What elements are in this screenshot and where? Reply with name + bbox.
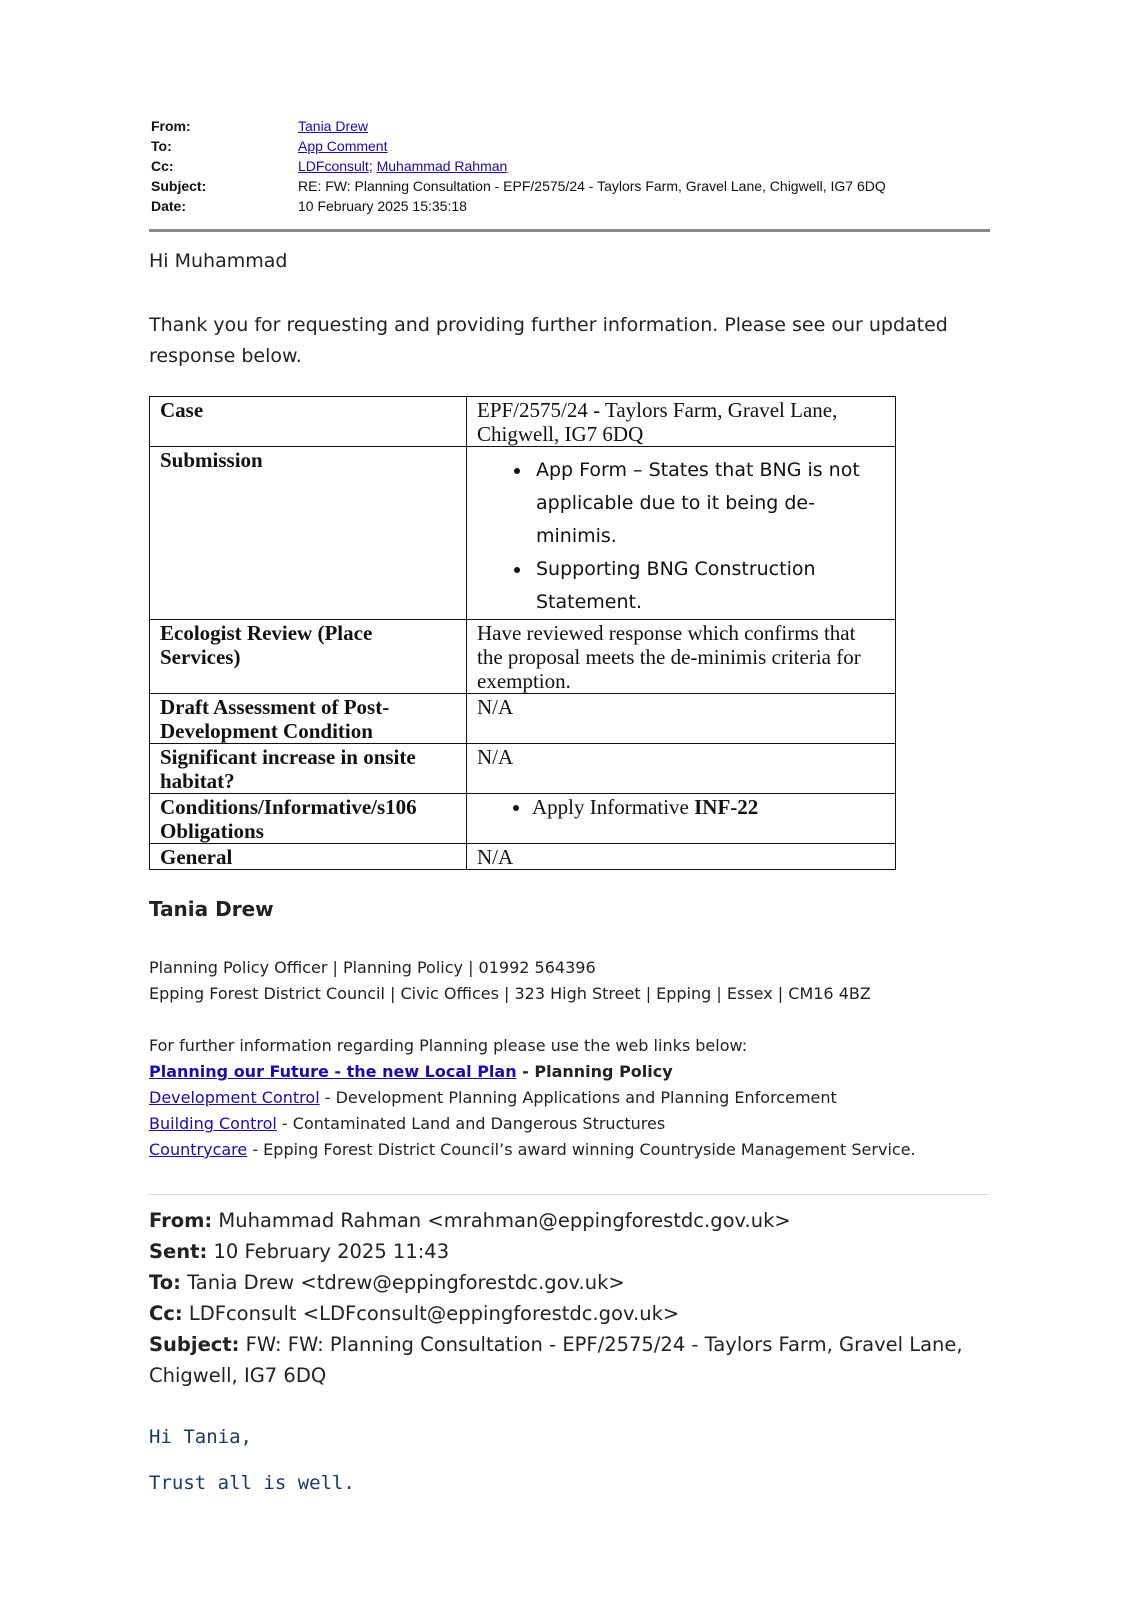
- fwd-to-row: [149, 1267, 969, 1298]
- submission-list: [477, 454, 885, 619]
- fwd-from-row: [149, 1205, 969, 1236]
- link-row-development-control: [149, 1088, 837, 1107]
- general-label: General: [150, 844, 467, 870]
- table-row: [150, 694, 896, 744]
- fwd-cc-value: LDFconsult <LDFconsult@eppingforestdc.gov.uk>: [182, 1302, 680, 1325]
- link-row-countrycare: [149, 1140, 916, 1159]
- to-link[interactable]: App Comment: [298, 138, 388, 154]
- header-from-row: [151, 116, 991, 136]
- development-control-link[interactable]: Development Control: [149, 1088, 320, 1107]
- general-value: N/A: [467, 844, 896, 870]
- header-date-row: [151, 196, 991, 216]
- links-intro: For further information regarding Planning please use the web links below:: [149, 1036, 748, 1055]
- cc-separator: ;: [368, 158, 377, 174]
- fwd-from-label: From:: [149, 1209, 213, 1232]
- from-label: From:: [151, 118, 191, 134]
- submission-item: • App Form – States that BNG is not applicable due to it being de-minimis.: [532, 454, 885, 553]
- conditions-cell: [467, 794, 896, 844]
- conditions-item: [532, 795, 885, 819]
- significant-value: N/A: [467, 744, 896, 794]
- fwd-cc-row: [149, 1298, 969, 1329]
- fwd-sent-row: [149, 1236, 969, 1267]
- ecologist-value: Have reviewed response which confirms that the proposal meets the de-minimis criteria for exemption.: [467, 620, 896, 694]
- fwd-to-label: To:: [149, 1271, 181, 1294]
- table-row: [150, 397, 896, 447]
- draft-value: N/A: [467, 694, 896, 744]
- signature-address: Epping Forest District Council | Civic Offices | 323 High Street | Epping | Essex | CM16 4BZ: [149, 984, 871, 1003]
- fwd-cc-label: Cc:: [149, 1302, 183, 1325]
- building-control-desc: - Contaminated Land and Dangerous Structures: [276, 1114, 666, 1133]
- conditions-list: [477, 795, 885, 819]
- building-control-link[interactable]: Building Control: [149, 1114, 277, 1133]
- fwd-subject-row: [149, 1329, 969, 1391]
- cc-link-muhammad[interactable]: Muhammad Rahman: [376, 158, 508, 174]
- fwd-to-value: Tania Drew <tdrew@eppingforestdc.gov.uk>: [180, 1271, 625, 1294]
- draft-label: Draft Assessment of Post-Development Condition: [150, 694, 467, 744]
- signature-role: Planning Policy Officer | Planning Policy | 01992 564396: [149, 958, 596, 977]
- forward-divider: [149, 1194, 989, 1195]
- conditions-code: INF-22: [694, 795, 759, 819]
- table-row: [150, 844, 896, 870]
- table-row: [150, 744, 896, 794]
- significant-label: Significant increase in onsite habitat?: [150, 744, 467, 794]
- cc-label: Cc:: [151, 158, 174, 174]
- development-control-desc: - Development Planning Applications and Planning Enforcement: [319, 1088, 837, 1107]
- date-value: 10 February 2025 15:35:18: [298, 198, 467, 214]
- fwd-from-value: Muhammad Rahman <mrahman@eppingforestdc.gov.uk>: [212, 1209, 791, 1232]
- header-cc-row: [151, 156, 991, 176]
- link-row-building-control: [149, 1114, 665, 1133]
- link-row-local-plan: [149, 1062, 673, 1081]
- subject-value: RE: FW: Planning Consultation - EPF/2575/24 - Taylors Farm, Gravel Lane, Chigwell, IG7 6DQ: [298, 178, 886, 194]
- forwarded-header: [149, 1205, 969, 1391]
- conditions-prefix: Apply Informative: [532, 795, 695, 819]
- table-row: [150, 447, 896, 620]
- cc-link-ldfconsult[interactable]: LDFconsult: [298, 158, 369, 174]
- local-plan-link[interactable]: Planning our Future - the new Local Plan: [149, 1062, 517, 1081]
- fwd-line: Trust all is well.: [149, 1472, 355, 1494]
- fwd-sent-label: Sent:: [149, 1240, 208, 1263]
- to-label: To:: [151, 138, 172, 154]
- fwd-subject-value: FW: FW: Planning Consultation - EPF/2575/24 - Taylors Farm, Gravel Lane, Chigwell, IG7 6DQ: [149, 1333, 963, 1387]
- submission-cell: [467, 447, 896, 620]
- case-value: EPF/2575/24 - Taylors Farm, Gravel Lane, Chigwell, IG7 6DQ: [467, 397, 896, 447]
- intro-paragraph: Thank you for requesting and providing further information. Please see our updated response below.: [149, 314, 948, 367]
- header-divider: [149, 229, 990, 232]
- response-table: [149, 396, 896, 870]
- fwd-subject-label: Subject:: [149, 1333, 240, 1356]
- subject-label: Subject:: [151, 178, 207, 194]
- countrycare-desc: - Epping Forest District Council’s award winning Countryside Management Service.: [247, 1140, 916, 1159]
- case-label: Case: [150, 397, 467, 447]
- countrycare-link[interactable]: Countrycare: [149, 1140, 248, 1159]
- signature-name: Tania Drew: [149, 897, 274, 921]
- local-plan-desc: - Planning Policy: [516, 1062, 673, 1081]
- submission-label: Submission: [150, 447, 467, 620]
- fwd-greeting: Hi Tania,: [149, 1426, 252, 1448]
- ecologist-label: Ecologist Review (Place Services): [150, 620, 467, 694]
- fwd-sent-value: 10 February 2025 11:43: [207, 1240, 450, 1263]
- greeting: Hi Muhammad: [149, 250, 288, 272]
- header-subject-row: [151, 176, 991, 196]
- conditions-label: Conditions/Informative/s106 Obligations: [150, 794, 467, 844]
- submission-item: • Supporting BNG Construction Statement.: [532, 553, 885, 619]
- date-label: Date:: [151, 198, 187, 214]
- from-link[interactable]: Tania Drew: [298, 118, 369, 134]
- table-row: [150, 620, 896, 694]
- header-to-row: [151, 136, 991, 156]
- email-header: [151, 116, 991, 216]
- table-row: [150, 794, 896, 844]
